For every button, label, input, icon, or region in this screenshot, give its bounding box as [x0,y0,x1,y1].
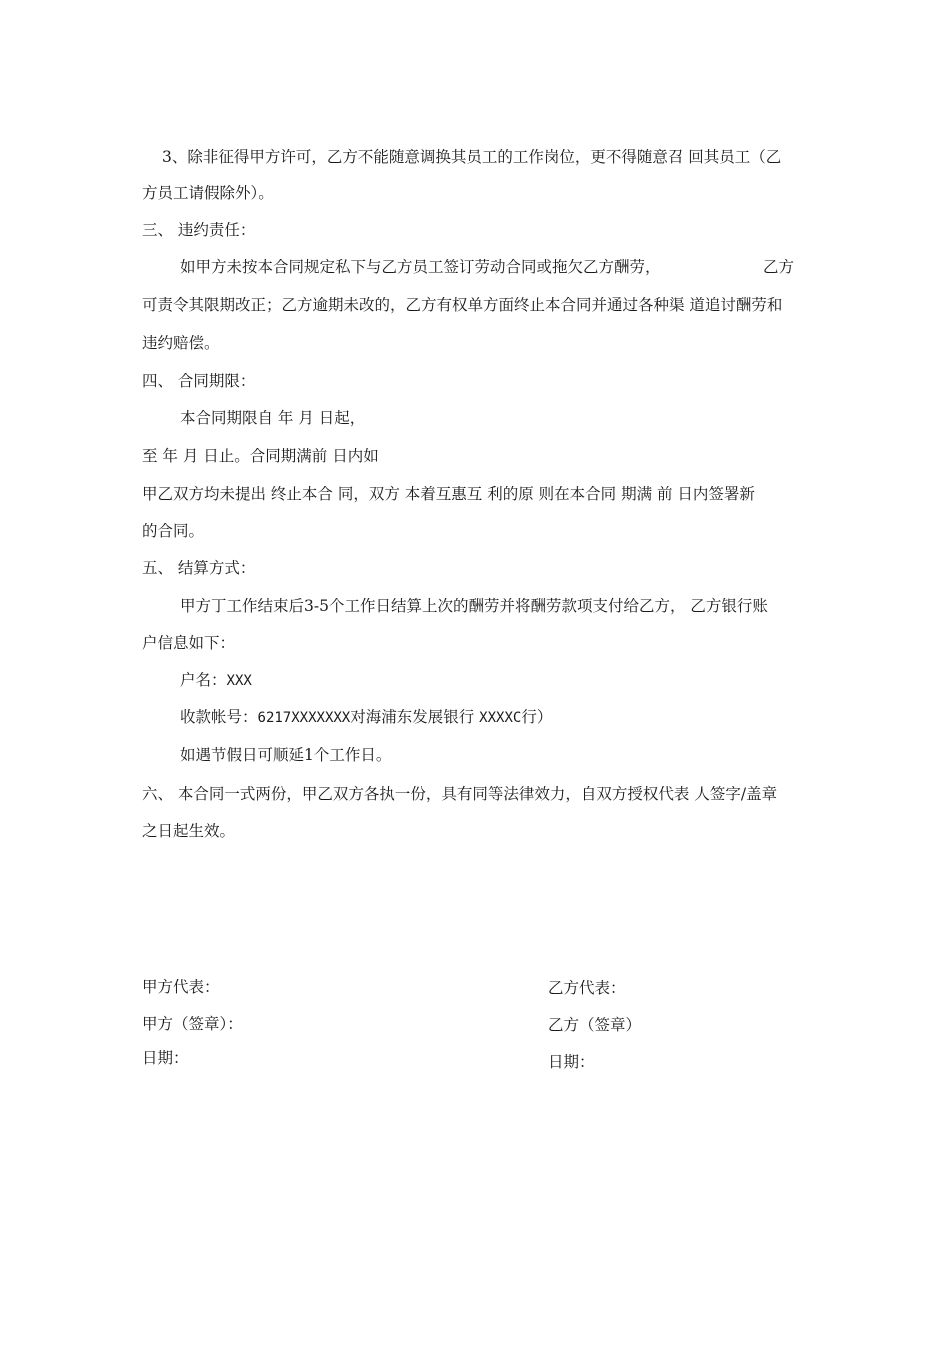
section3-heading: 三、 违约责任： [142,221,256,239]
account-suffix: 行） [521,708,553,726]
account-number-label: 收款帐号： [180,708,258,726]
account-name-value: XXX [226,673,252,689]
party-a-date: 日期： [142,1049,189,1067]
section5-line1: 甲方丁工作结束后3-5个工作日结算上次的酬劳并将酬劳款项支付给乙方， 乙方银行账 [180,597,768,615]
section3-line3: 违约赔偿。 [142,334,220,352]
section5-line2: 户信息如下： [142,634,236,652]
section3-line1a: 如甲方未按本合同规定私下与乙方员工签订劳动合同或拖欠乙方酬劳， [180,258,661,276]
account-name-row [180,670,252,691]
section6-line2: 之日起生效。 [142,822,236,840]
account-number-row [180,707,552,728]
party-b-date: 日期： [548,1053,595,1071]
account-name-label: 户名： [180,671,227,689]
section4-line3: 甲乙双方均未提出 终止本合 同，双方 本着互惠互 利的原 则在本合同 期满 前 日内签署新 [142,485,755,503]
section3-line1b: 乙方 [763,258,795,276]
party-a-seal: 甲方（签章）： [142,1015,243,1033]
account-bank: 对海浦东发展银行 [350,708,480,726]
section6-line1: 六、 本合同一式两份，甲乙双方各执一份，具有同等法律效力，自双方授权代表 人签字/盖章 [142,785,778,803]
party-b-representative: 乙方代表： [548,979,626,997]
holiday-note: 如遇节假日可顺延1个工作日。 [180,746,392,764]
account-number-value: 6217XXXXXXX [257,710,351,726]
clause3-line2: 方员工请假除外）。 [142,184,274,202]
section4-line1: 本合同期限自 年 月 日起， [180,409,366,427]
section5-heading: 五、 结算方式： [142,559,256,577]
section4-heading: 四、 合同期限： [142,372,256,390]
section4-line2: 至 年 月 日止。合同期满前 日内如 [142,447,379,465]
section4-line4: 的合同。 [142,522,205,540]
party-b-seal: 乙方（签章） [548,1016,642,1034]
party-a-representative: 甲方代表： [142,978,220,996]
section3-line2: 可责令其限期改正；乙方逾期未改的，乙方有权单方面终止本合同并通过各种渠 道追讨酬劳和 [142,296,783,314]
clause3-line1: 3、除非征得甲方许可，乙方不能随意调换其员工的工作岗位，更不得随意召 回其员工（乙 [162,148,782,166]
account-branch: XXXXC [479,710,522,726]
